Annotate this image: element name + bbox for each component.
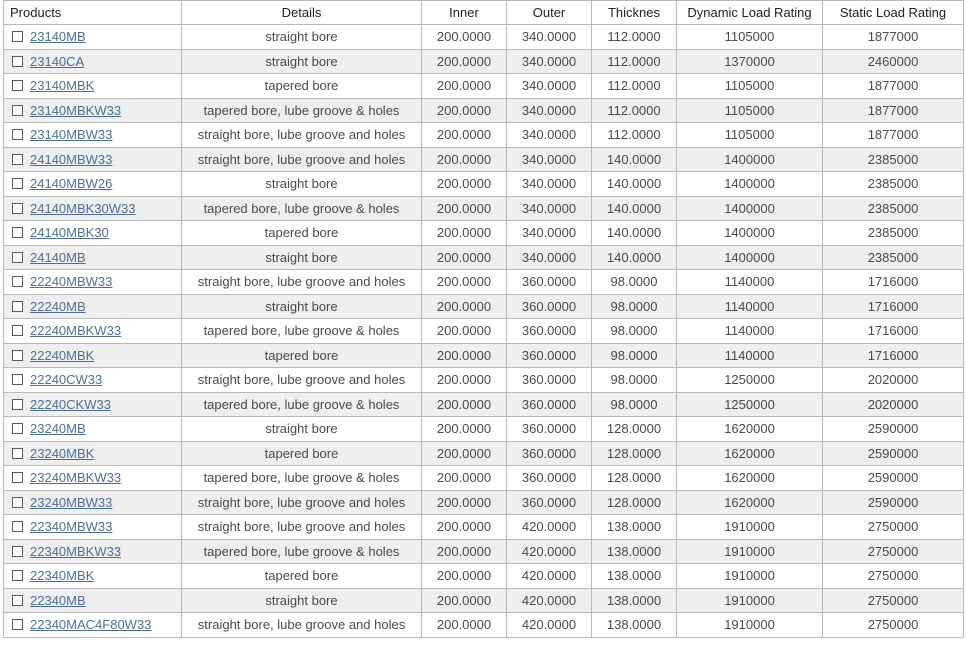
dynamic-load-cell: 1105000: [677, 74, 823, 99]
select-checkbox[interactable]: [12, 178, 23, 189]
inner-cell: 200.0000: [422, 196, 507, 221]
product-link[interactable]: 22340MB: [30, 592, 86, 608]
table-row: [4, 392, 964, 417]
select-checkbox[interactable]: [12, 570, 23, 581]
static-load-cell: 2385000: [823, 147, 964, 172]
details-cell: straight bore, lube groove and holes: [182, 613, 422, 638]
thickness-cell: 140.0000: [592, 196, 677, 221]
product-link[interactable]: 22240MBK: [30, 347, 95, 363]
select-checkbox[interactable]: [12, 154, 23, 165]
product-link[interactable]: 24140MBW26: [30, 176, 113, 192]
static-load-cell: 2750000: [823, 613, 964, 638]
static-load-cell: 2385000: [823, 245, 964, 270]
static-load-cell: 1877000: [823, 25, 964, 50]
thickness-cell: 138.0000: [592, 564, 677, 589]
table-row: [4, 343, 964, 368]
dynamic-load-cell: 1105000: [677, 98, 823, 123]
outer-cell: 420.0000: [507, 515, 592, 540]
outer-cell: 360.0000: [507, 368, 592, 393]
column-header-static-load-rating: Static Load Rating: [823, 1, 964, 25]
thickness-cell: 140.0000: [592, 172, 677, 197]
product-link[interactable]: 23240MBW33: [30, 494, 113, 510]
static-load-cell: 1716000: [823, 343, 964, 368]
product-cell: [4, 123, 182, 148]
thickness-cell: 138.0000: [592, 515, 677, 540]
inner-cell: 200.0000: [422, 25, 507, 50]
dynamic-load-cell: 1910000: [677, 539, 823, 564]
thickness-cell: 128.0000: [592, 466, 677, 491]
outer-cell: 360.0000: [507, 392, 592, 417]
outer-cell: 340.0000: [507, 172, 592, 197]
column-header-inner: Inner: [422, 1, 507, 25]
inner-cell: 200.0000: [422, 466, 507, 491]
product-cell: [4, 25, 182, 50]
product-cell: [4, 294, 182, 319]
thickness-cell: 128.0000: [592, 417, 677, 442]
table-row: [4, 74, 964, 99]
outer-cell: 360.0000: [507, 466, 592, 491]
inner-cell: 200.0000: [422, 490, 507, 515]
table-row: [4, 417, 964, 442]
outer-cell: 340.0000: [507, 245, 592, 270]
thickness-cell: 98.0000: [592, 343, 677, 368]
product-link[interactable]: 24140MBK30W33: [30, 200, 136, 216]
select-checkbox[interactable]: [12, 399, 23, 410]
product-cell: [4, 49, 182, 74]
dynamic-load-cell: 1400000: [677, 147, 823, 172]
dynamic-load-cell: 1370000: [677, 49, 823, 74]
table-row: [4, 368, 964, 393]
select-checkbox[interactable]: [12, 31, 23, 42]
dynamic-load-cell: 1910000: [677, 515, 823, 540]
select-checkbox[interactable]: [12, 276, 23, 287]
details-cell: straight bore, lube groove and holes: [182, 515, 422, 540]
details-cell: tapered bore, lube groove & holes: [182, 392, 422, 417]
details-cell: tapered bore: [182, 221, 422, 246]
product-link[interactable]: 23140MB: [30, 29, 86, 45]
column-header-products: Products: [4, 1, 182, 25]
product-cell: [4, 564, 182, 589]
thickness-cell: 98.0000: [592, 319, 677, 344]
outer-cell: 420.0000: [507, 564, 592, 589]
product-cell: [4, 74, 182, 99]
table-row: [4, 123, 964, 148]
static-load-cell: 2750000: [823, 588, 964, 613]
table-row: [4, 245, 964, 270]
details-cell: straight bore: [182, 172, 422, 197]
thickness-cell: 112.0000: [592, 98, 677, 123]
outer-cell: 340.0000: [507, 221, 592, 246]
dynamic-load-cell: 1105000: [677, 25, 823, 50]
product-cell: [4, 392, 182, 417]
select-checkbox[interactable]: [12, 595, 23, 606]
static-load-cell: 2020000: [823, 368, 964, 393]
column-header-outer: Outer: [507, 1, 592, 25]
thickness-cell: 112.0000: [592, 49, 677, 74]
product-cell: [4, 172, 182, 197]
product-cell: [4, 270, 182, 295]
outer-cell: 360.0000: [507, 270, 592, 295]
static-load-cell: 2750000: [823, 564, 964, 589]
outer-cell: 340.0000: [507, 49, 592, 74]
static-load-cell: 2385000: [823, 196, 964, 221]
thickness-cell: 98.0000: [592, 270, 677, 295]
thickness-cell: 98.0000: [592, 392, 677, 417]
details-cell: straight bore, lube groove and holes: [182, 368, 422, 393]
outer-cell: 340.0000: [507, 74, 592, 99]
inner-cell: 200.0000: [422, 441, 507, 466]
static-load-cell: 1877000: [823, 98, 964, 123]
inner-cell: 200.0000: [422, 515, 507, 540]
product-link[interactable]: 22240CW33: [30, 372, 103, 388]
select-checkbox[interactable]: [12, 252, 23, 263]
dynamic-load-cell: 1910000: [677, 588, 823, 613]
inner-cell: 200.0000: [422, 613, 507, 638]
select-checkbox[interactable]: [12, 325, 23, 336]
product-link[interactable]: 23140MBW33: [30, 127, 113, 143]
inner-cell: 200.0000: [422, 147, 507, 172]
select-checkbox[interactable]: [12, 56, 23, 67]
details-cell: straight bore, lube groove and holes: [182, 270, 422, 295]
product-link[interactable]: 22240MBW33: [30, 274, 113, 290]
product-link[interactable]: 22240MBKW33: [30, 323, 122, 339]
details-cell: straight bore, lube groove and holes: [182, 490, 422, 515]
static-load-cell: 2750000: [823, 539, 964, 564]
table-row: [4, 25, 964, 50]
details-cell: tapered bore: [182, 74, 422, 99]
product-cell: [4, 147, 182, 172]
dynamic-load-cell: 1140000: [677, 294, 823, 319]
details-cell: tapered bore: [182, 343, 422, 368]
product-cell: [4, 588, 182, 613]
select-checkbox[interactable]: [12, 546, 23, 557]
product-link[interactable]: 23240MBKW33: [30, 470, 122, 486]
inner-cell: 200.0000: [422, 270, 507, 295]
select-checkbox[interactable]: [12, 619, 23, 630]
table-row: [4, 490, 964, 515]
dynamic-load-cell: 1105000: [677, 123, 823, 148]
details-cell: tapered bore, lube groove & holes: [182, 539, 422, 564]
static-load-cell: 2750000: [823, 515, 964, 540]
details-cell: tapered bore, lube groove & holes: [182, 466, 422, 491]
static-load-cell: 1716000: [823, 294, 964, 319]
static-load-cell: 2460000: [823, 49, 964, 74]
outer-cell: 420.0000: [507, 613, 592, 638]
static-load-cell: 2590000: [823, 490, 964, 515]
table-row: [4, 196, 964, 221]
select-checkbox[interactable]: [12, 423, 23, 434]
dynamic-load-cell: 1250000: [677, 392, 823, 417]
outer-cell: 340.0000: [507, 98, 592, 123]
select-checkbox[interactable]: [12, 301, 23, 312]
inner-cell: 200.0000: [422, 245, 507, 270]
table-row: [4, 515, 964, 540]
inner-cell: 200.0000: [422, 123, 507, 148]
details-cell: tapered bore, lube groove & holes: [182, 98, 422, 123]
select-checkbox[interactable]: [12, 472, 23, 483]
inner-cell: 200.0000: [422, 49, 507, 74]
inner-cell: 200.0000: [422, 588, 507, 613]
product-link[interactable]: 24140MBK30: [30, 225, 109, 241]
static-load-cell: 1716000: [823, 319, 964, 344]
inner-cell: 200.0000: [422, 221, 507, 246]
details-cell: straight bore: [182, 25, 422, 50]
product-cell: [4, 466, 182, 491]
table-body: [4, 25, 964, 638]
product-cell: [4, 343, 182, 368]
thickness-cell: 128.0000: [592, 490, 677, 515]
select-checkbox[interactable]: [12, 80, 23, 91]
product-link[interactable]: 23140CA: [30, 53, 85, 69]
outer-cell: 420.0000: [507, 539, 592, 564]
outer-cell: 360.0000: [507, 294, 592, 319]
static-load-cell: 2020000: [823, 392, 964, 417]
table-row: [4, 466, 964, 491]
select-checkbox[interactable]: [12, 374, 23, 385]
details-cell: tapered bore, lube groove & holes: [182, 196, 422, 221]
product-cell: [4, 441, 182, 466]
details-cell: tapered bore: [182, 564, 422, 589]
column-header-thickness: Thicknes: [592, 1, 677, 25]
table-row: [4, 172, 964, 197]
table-row: [4, 588, 964, 613]
dynamic-load-cell: 1620000: [677, 490, 823, 515]
select-checkbox[interactable]: [12, 521, 23, 532]
static-load-cell: 2590000: [823, 441, 964, 466]
product-cell: [4, 98, 182, 123]
inner-cell: 200.0000: [422, 564, 507, 589]
select-checkbox[interactable]: [12, 497, 23, 508]
details-cell: straight bore, lube groove and holes: [182, 123, 422, 148]
details-cell: tapered bore, lube groove & holes: [182, 319, 422, 344]
static-load-cell: 1877000: [823, 74, 964, 99]
outer-cell: 340.0000: [507, 196, 592, 221]
outer-cell: 360.0000: [507, 441, 592, 466]
dynamic-load-cell: 1140000: [677, 343, 823, 368]
column-header-dynamic-load-rating: Dynamic Load Rating: [677, 1, 823, 25]
inner-cell: 200.0000: [422, 172, 507, 197]
static-load-cell: 1716000: [823, 270, 964, 295]
select-checkbox[interactable]: [12, 350, 23, 361]
dynamic-load-cell: 1400000: [677, 172, 823, 197]
product-link[interactable]: 23240MBK: [30, 445, 95, 461]
outer-cell: 360.0000: [507, 343, 592, 368]
table-row: [4, 270, 964, 295]
inner-cell: 200.0000: [422, 392, 507, 417]
product-link[interactable]: 22340MBK: [30, 568, 95, 584]
thickness-cell: 98.0000: [592, 368, 677, 393]
inner-cell: 200.0000: [422, 368, 507, 393]
thickness-cell: 138.0000: [592, 588, 677, 613]
dynamic-load-cell: 1620000: [677, 466, 823, 491]
static-load-cell: 2590000: [823, 466, 964, 491]
thickness-cell: 140.0000: [592, 147, 677, 172]
product-link[interactable]: 23140MBK: [30, 78, 95, 94]
outer-cell: 360.0000: [507, 417, 592, 442]
table-row: [4, 564, 964, 589]
product-link[interactable]: 23240MB: [30, 421, 86, 437]
outer-cell: 360.0000: [507, 319, 592, 344]
table-row: [4, 319, 964, 344]
details-cell: straight bore, lube groove and holes: [182, 147, 422, 172]
product-cell: [4, 368, 182, 393]
outer-cell: 340.0000: [507, 147, 592, 172]
inner-cell: 200.0000: [422, 98, 507, 123]
thickness-cell: 98.0000: [592, 294, 677, 319]
product-link[interactable]: 23140MBKW33: [30, 102, 122, 118]
dynamic-load-cell: 1140000: [677, 319, 823, 344]
thickness-cell: 112.0000: [592, 123, 677, 148]
select-checkbox[interactable]: [12, 129, 23, 140]
inner-cell: 200.0000: [422, 343, 507, 368]
static-load-cell: 2385000: [823, 172, 964, 197]
table-row: [4, 98, 964, 123]
details-cell: straight bore: [182, 588, 422, 613]
static-load-cell: 1877000: [823, 123, 964, 148]
details-cell: straight bore: [182, 294, 422, 319]
product-cell: [4, 221, 182, 246]
inner-cell: 200.0000: [422, 74, 507, 99]
dynamic-load-cell: 1910000: [677, 613, 823, 638]
dynamic-load-cell: 1140000: [677, 270, 823, 295]
select-checkbox[interactable]: [12, 105, 23, 116]
dynamic-load-cell: 1620000: [677, 417, 823, 442]
thickness-cell: 140.0000: [592, 221, 677, 246]
dynamic-load-cell: 1400000: [677, 221, 823, 246]
dynamic-load-cell: 1400000: [677, 245, 823, 270]
outer-cell: 340.0000: [507, 123, 592, 148]
product-cell: [4, 490, 182, 515]
details-cell: tapered bore: [182, 441, 422, 466]
product-cell: [4, 196, 182, 221]
product-link[interactable]: 22240MB: [30, 298, 86, 314]
product-cell: [4, 417, 182, 442]
select-checkbox[interactable]: [12, 448, 23, 459]
thickness-cell: 112.0000: [592, 74, 677, 99]
products-table: [3, 0, 964, 638]
product-cell: [4, 539, 182, 564]
product-link[interactable]: 22340MBKW33: [30, 543, 122, 559]
select-checkbox[interactable]: [12, 227, 23, 238]
thickness-cell: 138.0000: [592, 613, 677, 638]
table-row: [4, 441, 964, 466]
table-row: [4, 613, 964, 638]
select-checkbox[interactable]: [12, 203, 23, 214]
static-load-cell: 2590000: [823, 417, 964, 442]
product-link[interactable]: 24140MB: [30, 249, 86, 265]
outer-cell: 360.0000: [507, 490, 592, 515]
table-row: [4, 539, 964, 564]
details-cell: straight bore: [182, 245, 422, 270]
table-row: [4, 294, 964, 319]
thickness-cell: 140.0000: [592, 245, 677, 270]
product-cell: [4, 245, 182, 270]
table-row: [4, 221, 964, 246]
inner-cell: 200.0000: [422, 294, 507, 319]
thickness-cell: 128.0000: [592, 441, 677, 466]
product-link[interactable]: 24140MBW33: [30, 151, 113, 167]
dynamic-load-cell: 1620000: [677, 441, 823, 466]
inner-cell: 200.0000: [422, 417, 507, 442]
product-cell: [4, 613, 182, 638]
table-row: [4, 49, 964, 74]
inner-cell: 200.0000: [422, 539, 507, 564]
static-load-cell: 2385000: [823, 221, 964, 246]
dynamic-load-cell: 1910000: [677, 564, 823, 589]
product-cell: [4, 515, 182, 540]
column-header-details: Details: [182, 1, 422, 25]
details-cell: straight bore: [182, 417, 422, 442]
thickness-cell: 138.0000: [592, 539, 677, 564]
inner-cell: 200.0000: [422, 319, 507, 344]
thickness-cell: 112.0000: [592, 25, 677, 50]
outer-cell: 340.0000: [507, 25, 592, 50]
table-header-row: [4, 1, 964, 25]
outer-cell: 420.0000: [507, 588, 592, 613]
dynamic-load-cell: 1250000: [677, 368, 823, 393]
dynamic-load-cell: 1400000: [677, 196, 823, 221]
product-cell: [4, 319, 182, 344]
product-link[interactable]: 22340MBW33: [30, 519, 113, 535]
details-cell: straight bore: [182, 49, 422, 74]
table-row: [4, 147, 964, 172]
product-link[interactable]: 22240CKW33: [30, 396, 111, 412]
product-link[interactable]: 22340MAC4F80W33: [30, 617, 152, 633]
